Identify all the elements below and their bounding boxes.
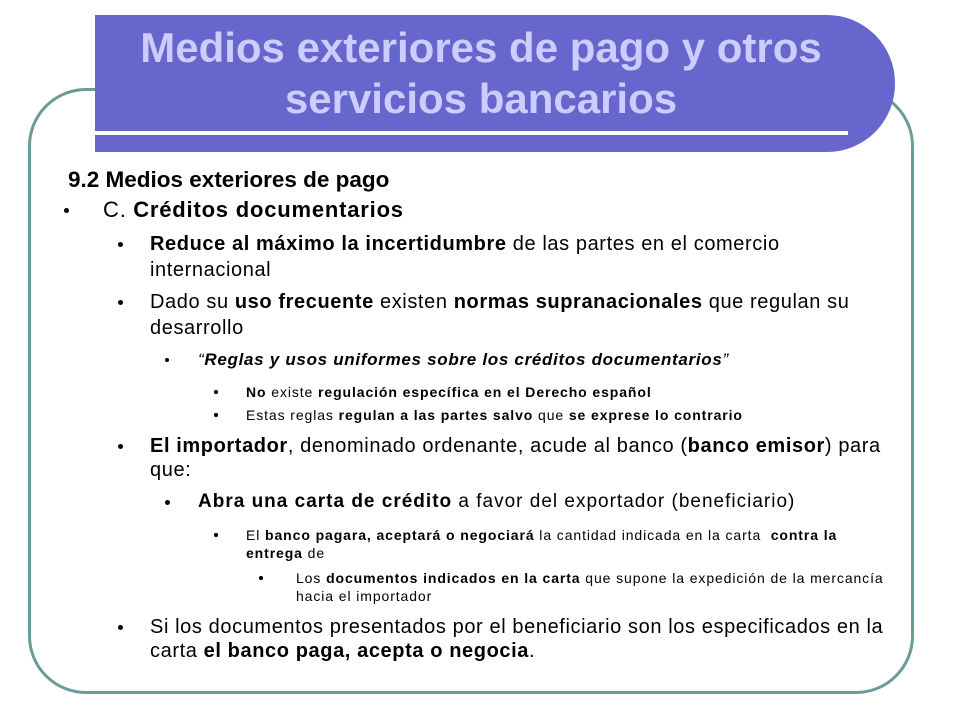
text-run: que regulan su [702,291,850,313]
topic-name: Créditos documentarios [133,197,404,222]
text-run-bold: documentos indicados en la carta [326,570,581,586]
text-run: que supone la expedición de la mercancía [580,570,884,586]
title-underline [95,131,848,135]
text-run-bold: contra la [770,527,838,543]
section-heading: 9.2 Medios exteriores de pago [68,167,390,192]
text-run: ) para [824,435,881,457]
text-run: Si los documentos presentados por el beneficiario son los especificados en la [150,616,884,638]
bullet-dot [214,533,218,537]
open-quote: “ [198,350,205,369]
text-run: que: [150,459,192,481]
text-run: El [246,527,266,543]
point-bank-pays-accepts-negotiates-line-2 [150,639,535,663]
text-run-bold: Reglas y usos uniformes sobre los créditos documentarios [204,350,723,369]
point-uniform-rules [198,349,729,371]
close-quote: ” [722,350,729,369]
text-run-bold: uso frecuente [234,291,374,313]
point-rules-bind-parties [246,406,743,424]
bullet-dot [118,300,123,305]
text-run: Estas reglas [246,407,339,423]
point-open-letter-of-credit [198,490,795,514]
text-run-bold: El importador [150,435,288,457]
point-importer-applies-line-2 [150,458,191,482]
text-run: . [528,640,536,662]
text-run-bold: regulación específica en el Derecho español [318,384,652,400]
text-run: existen [373,291,454,313]
point-documents-indicated-line-2 [296,587,432,605]
slide-title [81,22,881,124]
text-run-bold: banco emisor [687,435,825,457]
text-run: a favor del exportador (beneficiario) [452,491,796,512]
point-reduce-uncertainty-line-1 [150,232,780,256]
point-no-spanish-regulation [246,383,652,401]
text-run-bold: regulan a las partes salvo [338,407,534,423]
topic-line [103,197,404,223]
text-run-bold: el banco paga, acepta o negocia [203,640,529,662]
text-run: de las partes en el comercio [506,233,780,255]
bullet-dot [214,390,218,394]
topic-prefix: C. [103,197,127,222]
text-run-bold: Abra una carta de crédito [198,491,453,512]
text-run: internacional [150,259,272,281]
bullet-dot [118,625,123,630]
text-run: existe [266,384,319,400]
text-run: de [302,545,326,561]
point-importer-applies-line-1 [150,434,881,458]
point-bank-pays-line-1 [246,526,837,544]
text-run: desarrollo [150,317,244,339]
title-line-2: servicios bancarios [284,75,678,122]
text-run: carta [150,640,204,662]
text-run-bold: se exprese lo contrario [568,407,743,423]
title-line-1: Medios exteriores de pago y otros [140,24,822,71]
text-run: , denominado ordenante, acude al banco ( [287,435,688,457]
text-run-bold: normas supranacionales [453,291,703,313]
point-bank-pays-line-2 [246,544,325,562]
point-supranational-norms-line-2 [150,316,244,340]
text-run: que [533,407,569,423]
bullet-dot [118,444,123,449]
point-bank-pays-accepts-negotiates-line-1 [150,615,883,639]
point-reduce-uncertainty-line-2 [150,258,271,282]
text-run: hacia el importador [296,588,433,604]
text-run-bold: Reduce al máximo la incertidumbre [150,233,507,255]
text-run-bold: banco pagara, aceptará o negociará [265,527,535,543]
text-run: Dado su [150,291,235,313]
bullet-dot [259,576,263,580]
bullet-dot [165,500,170,505]
text-run-bold: entrega [246,545,303,561]
point-documents-indicated-line-1 [296,569,884,587]
point-supranational-norms-line-1 [150,290,849,314]
bullet-dot [118,242,123,247]
text-run: Los [296,570,327,586]
bullet-dot [64,208,69,213]
text-run-bold: No [246,384,267,400]
bullet-dot [214,413,218,417]
text-run: la cantidad indicada en la carta [534,527,771,543]
